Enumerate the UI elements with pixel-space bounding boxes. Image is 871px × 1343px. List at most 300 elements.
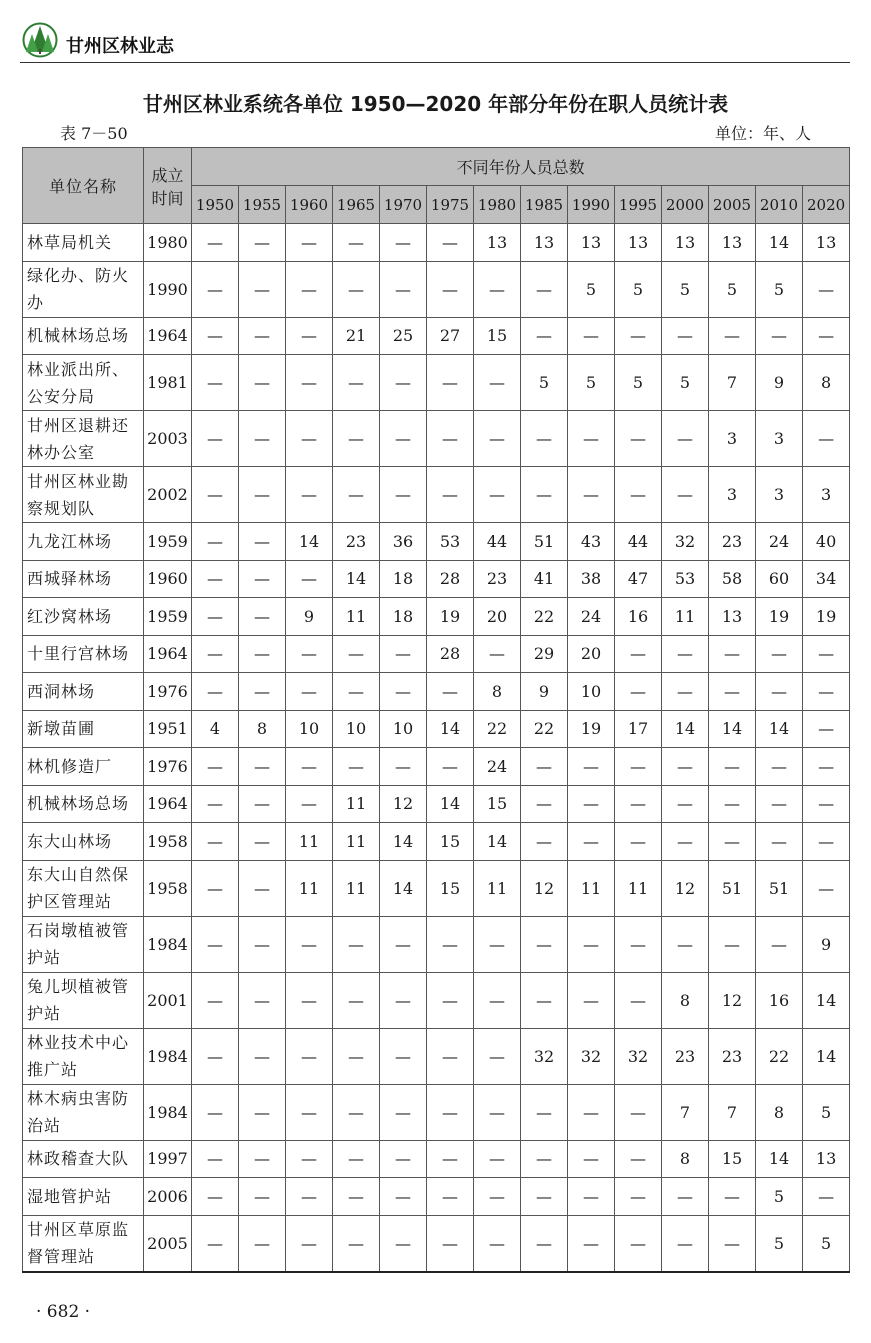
staff-count-cell: — [427, 972, 474, 1028]
staff-count-cell: — [474, 1215, 521, 1272]
staff-count-cell: — [803, 710, 850, 748]
year-header: 1985 [521, 186, 568, 224]
staff-count-cell: 20 [568, 635, 615, 673]
table-row [23, 1178, 850, 1216]
staff-count-cell: 8 [803, 355, 850, 411]
staff-count-cell: 5 [521, 355, 568, 411]
staff-count-cell: — [239, 748, 286, 786]
table-row [23, 1140, 850, 1178]
year-header: 2020 [803, 186, 850, 224]
staff-count-cell: 38 [568, 560, 615, 598]
staff-count-cell: 7 [662, 1084, 709, 1140]
staff-count-cell: — [333, 635, 380, 673]
unit-name-cell: 机械林场总场 [23, 785, 144, 823]
staff-count-cell: — [333, 224, 380, 262]
staff-count-cell: — [662, 916, 709, 972]
staff-count-cell: — [239, 916, 286, 972]
staff-count-cell: 8 [662, 1140, 709, 1178]
year-header: 2000 [662, 186, 709, 224]
staff-count-cell: — [521, 823, 568, 861]
staff-count-cell: — [662, 317, 709, 355]
staff-count-cell: 14 [756, 710, 803, 748]
staff-count-cell: — [615, 317, 662, 355]
staff-count-cell: 23 [333, 523, 380, 561]
staff-count-cell: — [286, 467, 333, 523]
staff-count-cell: — [192, 860, 239, 916]
unit-name-cell: 甘州区林业勘察规划队 [23, 467, 144, 523]
founded-year-cell: 1984 [144, 916, 192, 972]
staff-count-cell: 12 [709, 972, 756, 1028]
staff-count-cell: 19 [568, 710, 615, 748]
staff-count-cell: — [286, 1140, 333, 1178]
staff-count-cell: 14 [474, 823, 521, 861]
unit-name-cell: 林业派出所、公安分局 [23, 355, 144, 411]
staff-count-cell: 15 [474, 317, 521, 355]
staff-count-cell: 32 [615, 1028, 662, 1084]
table-row [23, 673, 850, 711]
forest-trees-icon [22, 22, 58, 58]
staff-count-cell: — [756, 635, 803, 673]
unit-name-cell: 机械林场总场 [23, 317, 144, 355]
staff-count-cell: 53 [662, 560, 709, 598]
staff-count-cell: 36 [380, 523, 427, 561]
staff-count-cell: 19 [756, 598, 803, 636]
unit-name-cell: 绿化办、防火办 [23, 261, 144, 317]
staff-count-cell: — [239, 317, 286, 355]
year-header: 1995 [615, 186, 662, 224]
staff-count-cell: — [568, 1215, 615, 1272]
staff-count-cell: — [192, 823, 239, 861]
staff-count-cell: 24 [568, 598, 615, 636]
staff-count-cell: — [333, 1140, 380, 1178]
staff-count-cell: — [333, 1178, 380, 1216]
staff-count-cell: 24 [756, 523, 803, 561]
table-row [23, 785, 850, 823]
staff-count-cell: 53 [427, 523, 474, 561]
staff-count-cell: — [333, 1028, 380, 1084]
staff-count-cell: 15 [474, 785, 521, 823]
staff-count-cell: — [286, 355, 333, 411]
staff-count-cell: — [333, 411, 380, 467]
unit-name-cell: 湿地管护站 [23, 1178, 144, 1216]
staff-count-cell: — [662, 1215, 709, 1272]
staff-count-cell: 51 [709, 860, 756, 916]
staff-count-cell: — [380, 224, 427, 262]
staff-count-cell: — [192, 972, 239, 1028]
staff-count-cell: 19 [803, 598, 850, 636]
table-title: 甘州区林业系统各单位 1950—2020 年部分年份在职人员统计表 [142, 92, 729, 116]
staff-count-cell: 5 [568, 261, 615, 317]
staff-count-cell: 5 [709, 261, 756, 317]
staff-count-cell: 15 [709, 1140, 756, 1178]
staff-count-cell: — [192, 635, 239, 673]
staff-count-cell: — [333, 916, 380, 972]
staff-count-cell: — [615, 411, 662, 467]
staff-count-cell: 10 [286, 710, 333, 748]
staff-count-cell: — [192, 317, 239, 355]
staff-count-cell: 14 [286, 523, 333, 561]
staff-count-cell: — [239, 1028, 286, 1084]
staff-count-cell: 13 [615, 224, 662, 262]
column-header-founded: 成立时间 [144, 148, 192, 224]
unit-name-cell: 林草局机关 [23, 224, 144, 262]
year-header: 1950 [192, 186, 239, 224]
staff-count-cell: — [568, 411, 615, 467]
staff-count-cell: — [474, 916, 521, 972]
staff-count-cell: 3 [709, 467, 756, 523]
founded-year-cell: 2006 [144, 1178, 192, 1216]
staff-count-cell: — [756, 785, 803, 823]
column-header-group: 不同年份人员总数 [192, 148, 850, 186]
staff-count-cell: 12 [662, 860, 709, 916]
table-row [23, 916, 850, 972]
staff-count-cell: — [333, 261, 380, 317]
staff-count-cell: 5 [756, 1178, 803, 1216]
staff-count-cell: 11 [286, 823, 333, 861]
staff-count-cell: 12 [521, 860, 568, 916]
staff-count-cell: — [568, 972, 615, 1028]
staff-count-cell: — [192, 261, 239, 317]
staff-count-cell: 32 [521, 1028, 568, 1084]
staff-count-cell: 40 [803, 523, 850, 561]
staff-count-cell: — [521, 467, 568, 523]
staff-count-cell: — [662, 467, 709, 523]
staff-count-cell: — [427, 673, 474, 711]
staff-count-cell: — [286, 1084, 333, 1140]
staff-count-cell: — [615, 673, 662, 711]
staff-count-cell: — [192, 673, 239, 711]
staff-count-cell: — [662, 673, 709, 711]
staff-count-cell: — [427, 411, 474, 467]
staff-count-cell: — [615, 467, 662, 523]
staff-count-cell: 3 [803, 467, 850, 523]
staff-count-cell: 12 [380, 785, 427, 823]
staff-count-cell: — [333, 972, 380, 1028]
table-row [23, 317, 850, 355]
staff-count-cell: 29 [521, 635, 568, 673]
year-header: 2010 [756, 186, 803, 224]
staff-count-cell: — [709, 673, 756, 711]
staff-count-cell: — [662, 823, 709, 861]
table-row [23, 261, 850, 317]
staff-count-cell: 14 [709, 710, 756, 748]
staff-count-cell: — [192, 1084, 239, 1140]
staff-count-cell: — [192, 224, 239, 262]
staff-count-cell: — [192, 1178, 239, 1216]
staff-count-cell: — [709, 748, 756, 786]
staff-count-cell: 14 [803, 1028, 850, 1084]
year-header: 1965 [333, 186, 380, 224]
staff-count-cell: — [803, 673, 850, 711]
staff-count-cell: — [521, 411, 568, 467]
founded-year-cell: 1951 [144, 710, 192, 748]
staff-count-cell: — [803, 317, 850, 355]
staff-count-cell: — [286, 972, 333, 1028]
staff-count-cell: 15 [427, 860, 474, 916]
staff-count-cell: — [192, 411, 239, 467]
staff-count-cell: — [380, 748, 427, 786]
founded-year-cell: 1958 [144, 823, 192, 861]
staff-count-cell: — [427, 916, 474, 972]
staff-count-cell: — [192, 1215, 239, 1272]
staff-count-cell: — [521, 1084, 568, 1140]
staff-count-cell: 14 [803, 972, 850, 1028]
staff-count-cell: — [239, 823, 286, 861]
staff-count-cell: 4 [192, 710, 239, 748]
founded-year-cell: 1960 [144, 560, 192, 598]
staff-count-cell: 14 [756, 224, 803, 262]
staff-count-cell: — [568, 467, 615, 523]
staff-count-cell: — [192, 598, 239, 636]
staff-count-cell: — [803, 1178, 850, 1216]
staff-count-cell: — [239, 1178, 286, 1216]
staff-count-cell: — [192, 748, 239, 786]
unit-name-cell: 红沙窝林场 [23, 598, 144, 636]
staff-count-cell: — [380, 411, 427, 467]
founded-year-cell: 1984 [144, 1028, 192, 1084]
staff-count-cell: 11 [286, 860, 333, 916]
staff-count-cell: 22 [521, 598, 568, 636]
staff-count-cell: — [427, 1178, 474, 1216]
staff-count-cell: — [709, 785, 756, 823]
staff-count-cell: — [756, 317, 803, 355]
staff-count-cell: — [615, 916, 662, 972]
staff-count-cell: 11 [333, 785, 380, 823]
staff-count-cell: 5 [756, 261, 803, 317]
staff-count-cell: — [239, 1140, 286, 1178]
staff-count-cell: 20 [474, 598, 521, 636]
year-header: 1960 [286, 186, 333, 224]
staff-count-cell: — [380, 1084, 427, 1140]
founded-year-cell: 1959 [144, 523, 192, 561]
staff-count-cell: — [803, 785, 850, 823]
staff-count-cell: 22 [474, 710, 521, 748]
founded-year-cell: 1964 [144, 635, 192, 673]
staff-count-cell: — [568, 823, 615, 861]
staff-count-cell: — [662, 635, 709, 673]
staff-count-cell: — [474, 1084, 521, 1140]
staff-count-cell: — [803, 261, 850, 317]
staff-count-cell: 5 [615, 355, 662, 411]
staff-count-cell: — [568, 1178, 615, 1216]
unit-name-cell: 东大山林场 [23, 823, 144, 861]
staff-count-cell: 14 [427, 710, 474, 748]
founded-year-cell: 1964 [144, 785, 192, 823]
staff-count-cell: 44 [615, 523, 662, 561]
staff-count-cell: 3 [756, 467, 803, 523]
staff-count-cell: — [427, 261, 474, 317]
staff-count-cell: — [427, 355, 474, 411]
staff-count-cell: 5 [803, 1215, 850, 1272]
unit-name-cell: 九龙江林场 [23, 523, 144, 561]
unit-name-cell: 甘州区退耕还林办公室 [23, 411, 144, 467]
unit-name-cell: 十里行宫林场 [23, 635, 144, 673]
staff-count-cell: — [474, 355, 521, 411]
table-row [23, 635, 850, 673]
staff-count-cell: — [192, 1028, 239, 1084]
staff-count-cell: — [239, 224, 286, 262]
staff-count-cell: — [239, 411, 286, 467]
staff-count-cell: 5 [756, 1215, 803, 1272]
staff-count-cell: — [192, 1140, 239, 1178]
staff-count-cell: — [192, 916, 239, 972]
staff-count-cell: — [286, 748, 333, 786]
staff-count-cell: — [615, 1084, 662, 1140]
staff-count-cell: 13 [709, 598, 756, 636]
staff-count-cell: — [615, 1178, 662, 1216]
staff-count-cell: — [521, 972, 568, 1028]
staff-count-cell: — [380, 1028, 427, 1084]
book-title: 甘州区林业志 [66, 36, 174, 57]
staff-count-cell: — [474, 1140, 521, 1178]
staff-count-cell: 32 [662, 523, 709, 561]
staff-count-cell: — [427, 1084, 474, 1140]
staff-count-cell: — [521, 748, 568, 786]
staff-count-cell: — [333, 1215, 380, 1272]
staff-count-cell: — [709, 1178, 756, 1216]
staff-count-cell: — [380, 1140, 427, 1178]
staff-count-cell: — [286, 1215, 333, 1272]
table-row [23, 411, 850, 467]
staff-count-cell: 14 [662, 710, 709, 748]
staff-count-cell: 9 [803, 916, 850, 972]
staff-count-cell: — [427, 1140, 474, 1178]
staff-count-cell: — [662, 785, 709, 823]
unit-name-cell: 西城驿林场 [23, 560, 144, 598]
staff-count-cell: — [239, 860, 286, 916]
page-header [20, 22, 850, 64]
staff-count-cell: — [286, 1028, 333, 1084]
staff-count-cell: — [239, 523, 286, 561]
staff-count-cell: — [380, 355, 427, 411]
staff-count-cell: 34 [803, 560, 850, 598]
staff-count-cell: 8 [474, 673, 521, 711]
staff-count-cell: 11 [333, 823, 380, 861]
staff-count-cell: — [615, 635, 662, 673]
staff-count-cell: 11 [474, 860, 521, 916]
staff-count-cell: 23 [662, 1028, 709, 1084]
staff-count-cell: 51 [756, 860, 803, 916]
table-unit: 单位：年、人 [714, 124, 811, 143]
founded-year-cell: 2005 [144, 1215, 192, 1272]
staff-count-cell: 13 [803, 1140, 850, 1178]
staff-count-cell: — [521, 785, 568, 823]
staff-count-cell: — [286, 224, 333, 262]
staff-count-cell: 51 [521, 523, 568, 561]
staff-count-cell: — [709, 823, 756, 861]
staff-count-cell: 7 [709, 1084, 756, 1140]
staff-count-cell: — [709, 317, 756, 355]
table-body [23, 224, 850, 1272]
staff-count-cell: 24 [474, 748, 521, 786]
table-row [23, 355, 850, 411]
staff-count-cell: 21 [333, 317, 380, 355]
staff-count-cell: — [568, 1084, 615, 1140]
staff-count-cell: 13 [709, 224, 756, 262]
staff-count-cell: 8 [239, 710, 286, 748]
staff-count-cell: 22 [521, 710, 568, 748]
staff-count-cell: 17 [615, 710, 662, 748]
staff-count-cell: 13 [474, 224, 521, 262]
staff-count-cell: — [380, 261, 427, 317]
staff-count-cell: 28 [427, 560, 474, 598]
staff-count-cell: — [239, 261, 286, 317]
staff-count-cell: 25 [380, 317, 427, 355]
table-row [23, 523, 850, 561]
year-header: 1990 [568, 186, 615, 224]
staff-count-cell: 43 [568, 523, 615, 561]
staff-count-cell: — [333, 673, 380, 711]
staff-count-cell: 10 [380, 710, 427, 748]
staff-count-cell: 27 [427, 317, 474, 355]
staff-count-cell: 8 [756, 1084, 803, 1140]
founded-year-cell: 1997 [144, 1140, 192, 1178]
page-number: · 682 · [36, 1302, 91, 1322]
founded-year-cell: 1984 [144, 1084, 192, 1140]
staff-count-cell: 14 [427, 785, 474, 823]
staff-count-cell: — [239, 1084, 286, 1140]
staff-count-cell: — [239, 355, 286, 411]
staff-count-cell: 23 [474, 560, 521, 598]
staff-count-cell: 11 [662, 598, 709, 636]
staff-count-cell: 9 [521, 673, 568, 711]
staff-count-cell: 58 [709, 560, 756, 598]
staff-count-cell: — [380, 972, 427, 1028]
staff-count-cell: — [568, 785, 615, 823]
staff-count-cell: — [474, 1178, 521, 1216]
staff-count-cell: — [380, 916, 427, 972]
founded-year-cell: 1980 [144, 224, 192, 262]
staff-count-cell: — [568, 748, 615, 786]
staff-count-cell: — [427, 224, 474, 262]
unit-name-cell: 石岗墩植被管护站 [23, 916, 144, 972]
table-row [23, 560, 850, 598]
staff-count-cell: 3 [709, 411, 756, 467]
staff-count-cell: 11 [615, 860, 662, 916]
staff-count-cell: 7 [709, 355, 756, 411]
unit-name-cell: 新墩苗圃 [23, 710, 144, 748]
staff-count-cell: 32 [568, 1028, 615, 1084]
staff-count-cell: — [521, 1140, 568, 1178]
founded-year-cell: 2003 [144, 411, 192, 467]
column-header-unit-name: 单位名称 [23, 148, 144, 224]
staff-count-cell: — [662, 1178, 709, 1216]
staff-count-cell: — [286, 785, 333, 823]
staff-count-cell: — [333, 467, 380, 523]
staff-count-cell: — [286, 560, 333, 598]
staff-count-cell: — [380, 467, 427, 523]
staff-count-cell: — [239, 673, 286, 711]
staff-count-cell: — [286, 317, 333, 355]
unit-name-cell: 西洞林场 [23, 673, 144, 711]
staff-count-cell: 5 [615, 261, 662, 317]
founded-year-cell: 1959 [144, 598, 192, 636]
staff-count-cell: 5 [803, 1084, 850, 1140]
staff-count-cell: — [521, 261, 568, 317]
staff-count-cell: 8 [662, 972, 709, 1028]
staff-count-cell: 5 [662, 355, 709, 411]
table-row [23, 224, 850, 262]
staff-count-cell: 23 [709, 523, 756, 561]
founded-year-cell: 1976 [144, 673, 192, 711]
staff-count-cell: 5 [568, 355, 615, 411]
year-header: 1955 [239, 186, 286, 224]
staff-count-cell: 11 [568, 860, 615, 916]
table-row [23, 1028, 850, 1084]
table-row [23, 710, 850, 748]
staff-count-cell: — [286, 1178, 333, 1216]
staff-count-cell: 11 [333, 598, 380, 636]
